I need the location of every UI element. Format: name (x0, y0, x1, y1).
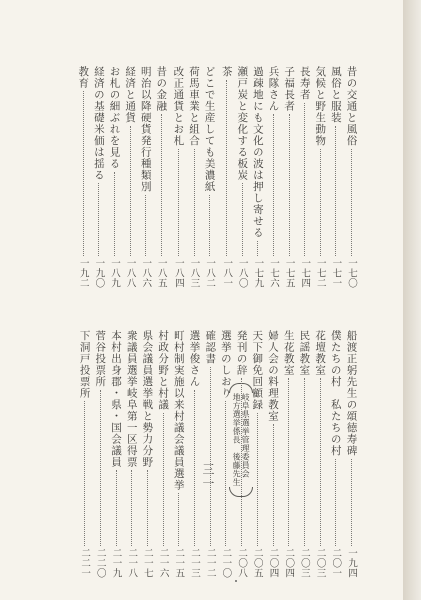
toc-leader-dots (194, 390, 195, 546)
toc-entry-title: 村政分野と村議 (157, 330, 170, 411)
toc-entry-page: 二一七 (141, 548, 153, 578)
toc-leader-dots (320, 378, 321, 546)
toc-entry-title: 選挙のしおり (219, 330, 232, 399)
toc-leader-dots (178, 493, 179, 546)
toc-leader-dots (273, 424, 274, 546)
toc-entry-title: 改正通貨とお札 (172, 66, 185, 147)
toc-entry-title: 発刊の辞 (235, 330, 248, 376)
toc-leader-dots (335, 459, 336, 546)
toc-entry-page: 二〇八 (236, 548, 248, 578)
toc-leader-dots (194, 149, 195, 256)
toc-entry-title: 茶 (220, 66, 233, 78)
toc-leader-dots (147, 470, 148, 546)
toc-leader-dots (289, 114, 290, 256)
toc-entry-page: 一八九 (109, 258, 120, 288)
toc-entry-title: 僕たちの村 私たちの村 (329, 330, 342, 457)
toc-leader-dots (130, 126, 131, 256)
toc-entry-page: 一七五 (283, 258, 295, 288)
toc-entry-page: 一七二 (314, 258, 326, 288)
ink-speck (235, 580, 237, 582)
toc-entry-page: 二一二 (204, 548, 216, 578)
toc-entry-page: 二一八 (126, 548, 138, 578)
toc-entry-title: 兵隊さん (267, 66, 280, 112)
toc-leader-dots (116, 470, 117, 546)
toc-entry-page: 一八三 (188, 258, 200, 288)
toc-entry-title: 婦人会の料理教室 (267, 330, 279, 422)
toc-entry-page: 一八〇 (236, 258, 248, 288)
toc-entry-title: どこで生産しても美濃紙 (203, 66, 216, 193)
toc-entry-page: 二〇五 (251, 548, 263, 578)
toc-entry-title: 天下御免回顧録 (251, 330, 264, 411)
toc-entry-page: 一八五 (155, 258, 167, 288)
toc-leader-dots (178, 149, 179, 256)
toc-entry-page: 二一九 (110, 548, 122, 578)
toc-entry-page: 一七九 (252, 258, 264, 288)
toc-entry-page: 一七四 (299, 258, 311, 288)
toc-entry-title: 風俗と服装 (329, 66, 342, 124)
toc-leader-dots (257, 413, 258, 546)
toc-entry-page: 一八一 (221, 258, 233, 288)
toc-entry-title: 気候と野生動物 (314, 66, 327, 147)
toc-entry-title: 長寿者 (298, 66, 311, 101)
toc-entry-title: 選挙俊さん (188, 330, 201, 388)
toc-leader-dots (304, 103, 305, 256)
toc-leader-dots (288, 378, 289, 546)
toc-entry-page: 二〇三 (314, 548, 326, 578)
toc-leader-dots (257, 241, 258, 256)
toc-entry-title: 過疎地にも文化の波は押し寄せる (251, 66, 264, 239)
toc-entry-title: 船渡正躬先生の頌徳寿碑 (345, 330, 358, 457)
toc-leader-dots (100, 390, 101, 546)
toc-entry-page: 一八二 (204, 258, 216, 288)
toc-entry-title: 昔の交通と風俗 (345, 66, 358, 147)
toc-entry-page: 一九〇 (93, 258, 105, 288)
toc-entry-page: 二二一 (79, 548, 91, 578)
toc-entry-title: お札の細ぶれを見る (108, 66, 121, 170)
toc-leader-dots (210, 367, 211, 546)
toc-leader-dots (351, 459, 352, 546)
toc-entry-page: 一八八 (124, 258, 136, 288)
toc-entry-title: 確認書 (204, 330, 217, 365)
toc-entry-title: 生花教室 (282, 330, 295, 376)
toc-entry-title: 民謡教室 (298, 330, 311, 376)
toc-entry-title: 町村制実施以来村議会議員選挙 (172, 330, 185, 491)
toc-leader-dots (163, 413, 164, 546)
toc-leader-dots (225, 401, 226, 546)
toc-entry-title: 経済と通貨 (124, 66, 137, 124)
toc-leader-dots (83, 91, 84, 256)
toc-entry-page: 二〇一 (330, 548, 342, 578)
toc-leader-dots (84, 401, 85, 546)
note-line-1: 岐阜県選挙管理委員会 (241, 393, 251, 478)
page-edge (403, 0, 421, 600)
toc-leader-dots (98, 183, 99, 256)
toc-entry-title: 子福長者 (283, 66, 296, 112)
toc-entry-page: 一八六 (140, 258, 152, 288)
toc-entry-title: 教育 (77, 66, 90, 89)
toc-entry-page: 一九二 (77, 258, 89, 288)
toc-entry-title: 衆議員選挙岐阜第一区得票 (125, 330, 138, 468)
toc-entry-title: 経済の基礎米価は揺る (92, 66, 105, 181)
toc-entry-page: 二〇三 (298, 548, 310, 578)
toc-entry-page: 二〇四 (267, 548, 279, 578)
toc-entry-title: 荷馬車業と組合 (188, 66, 200, 147)
toc-leader-dots (161, 114, 162, 256)
toc-leader-dots (145, 195, 146, 256)
note-line-2: 地方選挙係長 後藤先生 (232, 393, 242, 487)
toc-entry-page: 二二〇 (94, 548, 106, 578)
toc-entry-page: 一七六 (268, 258, 279, 288)
toc-entry-title: 県会議員選挙戦と勢力分野 (141, 330, 154, 468)
toc-entry-page: 二一〇 (220, 548, 232, 578)
toc-leader-dots (242, 183, 243, 256)
toc-entry-page: 一八四 (172, 258, 184, 288)
toc-leader-dots (304, 378, 305, 546)
toc-entry-page: 二一三 (189, 548, 200, 578)
toc-leader-dots (335, 126, 336, 256)
toc-entry-title: 菅谷投票所 (94, 330, 107, 388)
toc-leader-dots (131, 470, 132, 546)
toc-entry-title: 本村出身郡・県・国会議員 (110, 330, 122, 468)
toc-entry-title: 昔の金融 (155, 66, 168, 112)
toc-entry-page: 一七一 (330, 258, 342, 288)
page-number: 三一 (201, 463, 215, 491)
toc-entry-title: 花壇教室 (314, 330, 327, 376)
toc-entry-page: 二〇四 (283, 548, 295, 578)
toc-leader-dots (273, 114, 274, 256)
toc-entry-page: 二一六 (157, 548, 169, 578)
toc-leader-dots (320, 149, 321, 256)
toc-entry-title: 明治以降硬貨発行種類別 (139, 66, 152, 193)
toc-leader-dots (241, 378, 242, 546)
toc-leader-dots (114, 172, 115, 256)
toc-leader-dots (209, 195, 210, 256)
toc-leader-dots (351, 149, 352, 256)
toc-entry-title: 瀬戸炭と変化する板炭 (236, 66, 249, 181)
toc-entry-title: 下洞戸投票所 (78, 330, 91, 399)
toc-entry-page: 二一五 (173, 548, 185, 578)
toc-entry-page: 一七〇 (346, 258, 357, 288)
toc-leader-dots (226, 80, 227, 256)
toc-entry-page: 一九四 (346, 548, 357, 578)
